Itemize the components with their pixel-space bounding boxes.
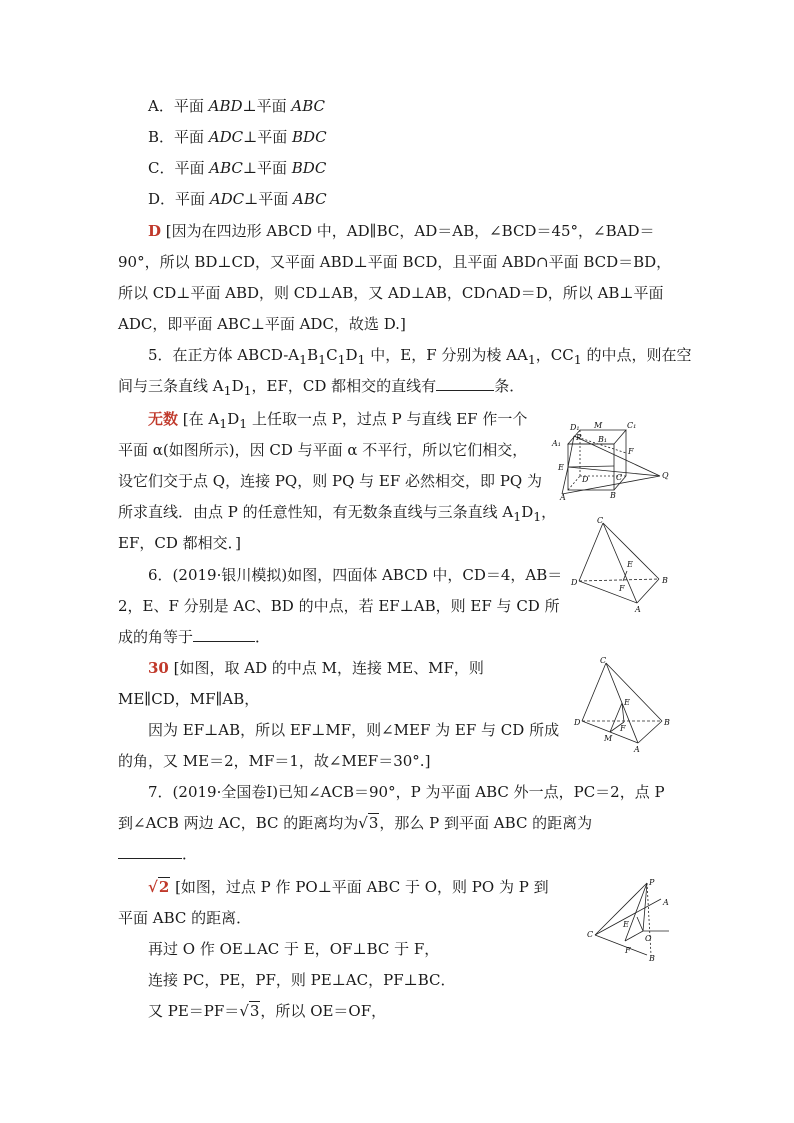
q7-line3: ．	[118, 844, 197, 864]
label-A: A	[560, 493, 566, 502]
q6-line3: 成的角等于 ．	[118, 628, 271, 646]
cube-figure	[550, 418, 675, 503]
q6-solution-line2: ME∥CD，MF∥AB，	[118, 690, 260, 708]
label-A: A	[634, 745, 640, 754]
label-D: D	[582, 475, 589, 484]
label-M: M	[604, 734, 613, 743]
label-A1: A₁	[552, 439, 561, 448]
label-F: F	[620, 724, 626, 733]
q7-solution-line2: 平面 ABC 的距离．	[118, 909, 252, 927]
label-E: E	[558, 463, 564, 472]
label-C: C	[597, 516, 604, 525]
label-B1: B₁	[598, 435, 608, 444]
label-Q: Q	[662, 471, 669, 480]
q7-answer: √2	[148, 878, 170, 896]
q6-line2: 2，E、F 分别是 AC、BD 的中点，若 EF⊥AB，则 EF 与 CD 所	[118, 597, 560, 615]
q7-line1: 7．(2019·全国卷Ⅰ)已知∠ACB＝90°，P 为平面 ABC 外一点，PC＝2，点 P	[148, 783, 665, 801]
label-C: C	[616, 473, 623, 482]
q5-solution-line5: EF，CD 都相交．]	[118, 534, 241, 552]
q6-solution-line3: 因为 EF⊥AB，所以 EF⊥MF，则∠MEF 为 EF 与 CD 所成	[148, 721, 560, 739]
label-D1: D₁	[570, 423, 580, 432]
q7-line2: 到∠ACB 两边 AC，BC 的距离均为√3，那么 P 到平面 ABC 的距离为	[118, 814, 593, 832]
label-B: B	[649, 954, 655, 963]
q4-solution-line3: 所以 CD⊥平面 ABD，则 CD⊥AB，又 AD⊥AB，CD∩AD＝D，所以 AB⊥平面	[118, 284, 664, 302]
pyramid-figure	[585, 875, 675, 967]
q5-solution-line4: 所求直线．由点 P 的任意性知，有无数条直线与三条直线 $A_1D_1$，	[118, 503, 557, 524]
q5-line1: 5．在正方体 ABCD-$A_1B_1C_1D_1$ 中，E，F 分别为棱 $AA_1$，$CC_1$ 的中点，则在空	[148, 346, 692, 367]
option-c: C．平面 ABC⊥平面 BDC	[148, 159, 327, 177]
label-C1: C₁	[627, 421, 637, 430]
q4-answer: D	[148, 222, 162, 240]
label-E: E	[624, 698, 630, 707]
label-F: F	[628, 447, 634, 456]
option-a: A．平面 ABD⊥平面 ABC	[148, 97, 326, 115]
label-B: B	[664, 718, 670, 727]
q5-line2: 间与三条直线 $A_1D_1$，EF，CD 都相交的直线有 条．	[118, 377, 525, 398]
label-F: F	[619, 584, 625, 593]
label-E: E	[627, 560, 633, 569]
label-B: B	[610, 491, 616, 500]
q7-solution-line5: 又 PE＝PF＝√3，所以 OE＝OF，	[148, 1002, 387, 1020]
label-O: O	[645, 934, 652, 943]
q6-solution-line1: 30 [如图，取 AD 的中点 M，连接 ME、MF，则	[148, 659, 484, 677]
option-d: D．平面 ADC⊥平面 ABC	[148, 190, 327, 208]
q7-solution-line1: √2 [如图，过点 P 作 PO⊥平面 ABC 于 O，则 PO 为 P 到	[148, 878, 549, 896]
tetrahedron-figure-2	[568, 655, 676, 755]
answer-blank	[436, 376, 494, 391]
q5-answer: 无数	[148, 410, 179, 428]
option-b: B．平面 ADC⊥平面 BDC	[148, 128, 327, 146]
q6-answer: 30	[148, 659, 169, 677]
q4-solution-line1: D [因为在四边形 ABCD 中，AD∥BC，AD＝AB，∠BCD＝45°，∠BAD＝	[148, 222, 655, 240]
q7-solution-line4: 连接 PC，PE，PF，则 PE⊥AC，PF⊥BC．	[148, 971, 456, 989]
label-P: P	[576, 433, 582, 442]
q5-solution-line1: 无数 [在 $A_1D_1$ 上任取一点 P，过点 P 与直线 EF 作一个	[148, 410, 528, 431]
label-A: A	[663, 898, 669, 907]
q5-solution-line2: 平面 α(如图所示)，因 CD 与平面 α 不平行，所以它们相交，	[118, 441, 528, 459]
label-P: P	[649, 878, 655, 887]
q4-solution-line4: ADC，即平面 ABC⊥平面 ADC，故选 D.]	[118, 315, 406, 333]
label-A: A	[635, 605, 641, 614]
label-B: B	[662, 576, 668, 585]
answer-blank	[193, 627, 255, 642]
q6-line1: 6．(2019·银川模拟)如图，四面体 ABCD 中，CD＝4，AB＝	[148, 566, 563, 584]
label-C: C	[587, 930, 594, 939]
label-M: M	[594, 421, 603, 430]
q6-solution-line4: 的角，又 ME＝2，MF＝1，故∠MEF＝30°.]	[118, 752, 431, 770]
label-C: C	[600, 656, 607, 665]
label-D: D	[574, 718, 581, 727]
tetrahedron-figure-1	[565, 515, 675, 615]
q4-solution-line2: 90°，所以 BD⊥CD，又平面 ABD⊥平面 BCD，且平面 ABD∩平面 BCD＝BD，	[118, 253, 672, 271]
answer-blank	[118, 844, 182, 859]
label-D: D	[571, 578, 578, 587]
label-E: E	[623, 920, 629, 929]
label-F: F	[625, 946, 631, 955]
q7-solution-line3: 再过 O 作 OE⊥AC 于 E，OF⊥BC 于 F，	[148, 940, 440, 958]
q5-solution-line3: 设它们交于点 Q，连接 PQ，则 PQ 与 EF 必然相交，即 PQ 为	[118, 472, 542, 490]
